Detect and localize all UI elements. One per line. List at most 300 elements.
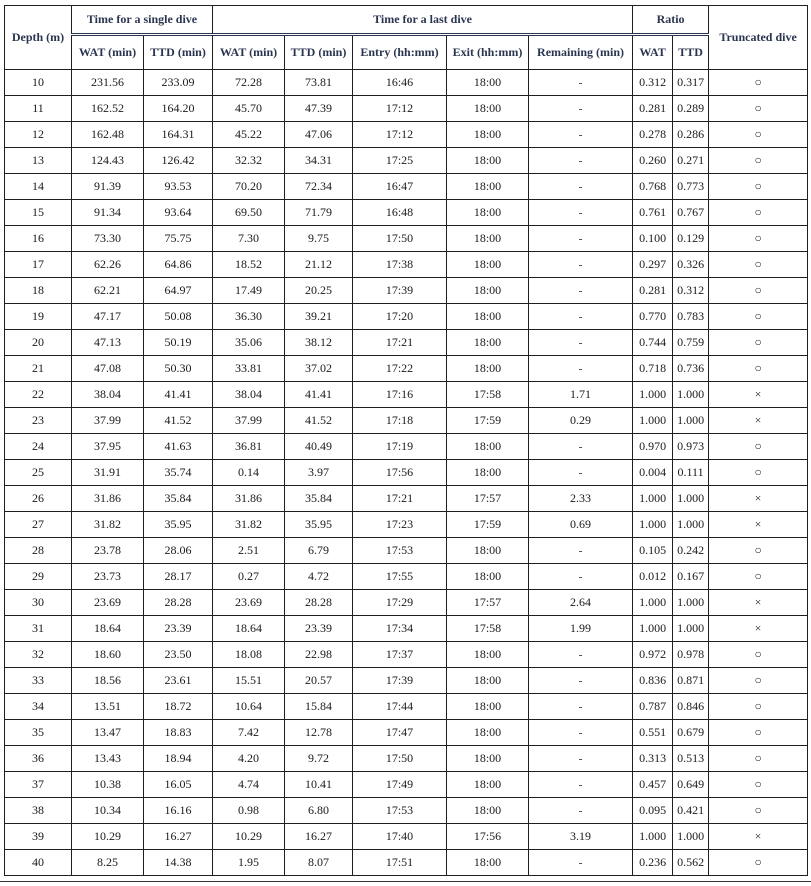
- cell-last-ttd: 3.97: [285, 460, 353, 486]
- cell-single-ttd: 93.64: [144, 200, 213, 226]
- cell-truncated: ○: [709, 148, 808, 174]
- table-row: [5, 850, 808, 876]
- cell-entry: 17:21: [353, 330, 447, 356]
- table-row: [5, 798, 808, 824]
- header-last-dive: Time for a last dive: [213, 6, 633, 35]
- cell-last-wat: 0.98: [213, 798, 285, 824]
- table-row: [5, 720, 808, 746]
- cell-exit: 18:00: [447, 798, 529, 824]
- cell-single-ttd: 126.42: [144, 148, 213, 174]
- cell-depth: 12: [5, 122, 72, 148]
- cell-truncated: ○: [709, 278, 808, 304]
- cell-depth: 29: [5, 564, 72, 590]
- cell-last-wat: 69.50: [213, 200, 285, 226]
- cell-ratio-wat: 0.836: [633, 668, 673, 694]
- cell-depth: 36: [5, 746, 72, 772]
- cell-depth: 17: [5, 252, 72, 278]
- cell-depth: 10: [5, 70, 72, 96]
- cell-single-wat: 8.25: [72, 850, 144, 876]
- cell-remaining: -: [529, 720, 633, 746]
- cell-last-ttd: 71.79: [285, 200, 353, 226]
- cell-depth: 37: [5, 772, 72, 798]
- cell-last-ttd: 35.95: [285, 512, 353, 538]
- cell-ratio-ttd: 1.000: [673, 486, 709, 512]
- cell-single-ttd: 233.09: [144, 70, 213, 96]
- cell-remaining: -: [529, 304, 633, 330]
- dive-time-table: [4, 5, 808, 876]
- cell-depth: 14: [5, 174, 72, 200]
- cell-single-wat: 23.78: [72, 538, 144, 564]
- cell-ratio-ttd: 0.242: [673, 538, 709, 564]
- cell-truncated: ○: [709, 460, 808, 486]
- cell-truncated: ×: [709, 590, 808, 616]
- cell-single-ttd: 28.28: [144, 590, 213, 616]
- cell-depth: 16: [5, 226, 72, 252]
- cell-single-wat: 91.34: [72, 200, 144, 226]
- cell-remaining: -: [529, 460, 633, 486]
- cell-single-wat: 124.43: [72, 148, 144, 174]
- cell-ratio-wat: 0.457: [633, 772, 673, 798]
- cell-ratio-wat: 0.281: [633, 278, 673, 304]
- cell-ratio-ttd: 1.000: [673, 824, 709, 850]
- cell-ratio-ttd: 0.286: [673, 122, 709, 148]
- cell-truncated: ×: [709, 382, 808, 408]
- cell-last-ttd: 9.72: [285, 746, 353, 772]
- cell-single-ttd: 23.61: [144, 668, 213, 694]
- cell-truncated: ×: [709, 408, 808, 434]
- table-row: [5, 642, 808, 668]
- cell-exit: 18:00: [447, 304, 529, 330]
- cell-single-wat: 18.64: [72, 616, 144, 642]
- cell-single-wat: 47.08: [72, 356, 144, 382]
- cell-ratio-wat: 0.236: [633, 850, 673, 876]
- cell-last-wat: 33.81: [213, 356, 285, 382]
- header-remaining: Remaining (min): [529, 35, 633, 70]
- cell-depth: 24: [5, 434, 72, 460]
- cell-single-ttd: 23.50: [144, 642, 213, 668]
- cell-ratio-ttd: 0.271: [673, 148, 709, 174]
- cell-last-wat: 45.22: [213, 122, 285, 148]
- cell-entry: 17:20: [353, 304, 447, 330]
- table-row: [5, 460, 808, 486]
- cell-remaining: -: [529, 278, 633, 304]
- cell-last-ttd: 6.79: [285, 538, 353, 564]
- cell-ratio-ttd: 0.736: [673, 356, 709, 382]
- cell-ratio-wat: 1.000: [633, 408, 673, 434]
- cell-last-ttd: 4.72: [285, 564, 353, 590]
- cell-ratio-ttd: 0.312: [673, 278, 709, 304]
- cell-ratio-ttd: 0.421: [673, 798, 709, 824]
- cell-ratio-ttd: 0.978: [673, 642, 709, 668]
- cell-ratio-wat: 0.313: [633, 746, 673, 772]
- cell-single-wat: 47.17: [72, 304, 144, 330]
- cell-ratio-ttd: 1.000: [673, 382, 709, 408]
- cell-ratio-ttd: 0.679: [673, 720, 709, 746]
- table-row: [5, 278, 808, 304]
- cell-last-ttd: 38.12: [285, 330, 353, 356]
- cell-ratio-wat: 1.000: [633, 486, 673, 512]
- cell-ratio-ttd: 0.649: [673, 772, 709, 798]
- header-last-ttd: TTD (min): [285, 35, 353, 70]
- cell-truncated: ○: [709, 746, 808, 772]
- cell-single-wat: 13.43: [72, 746, 144, 772]
- cell-exit: 18:00: [447, 330, 529, 356]
- cell-entry: 16:47: [353, 174, 447, 200]
- cell-ratio-wat: 0.105: [633, 538, 673, 564]
- cell-truncated: ○: [709, 122, 808, 148]
- cell-entry: 17:21: [353, 486, 447, 512]
- cell-depth: 20: [5, 330, 72, 356]
- cell-last-wat: 7.30: [213, 226, 285, 252]
- cell-ratio-wat: 0.281: [633, 96, 673, 122]
- cell-last-wat: 10.64: [213, 694, 285, 720]
- cell-depth: 11: [5, 96, 72, 122]
- cell-remaining: -: [529, 356, 633, 382]
- cell-last-ttd: 40.49: [285, 434, 353, 460]
- cell-exit: 18:00: [447, 200, 529, 226]
- cell-ratio-wat: 0.297: [633, 252, 673, 278]
- cell-single-ttd: 35.95: [144, 512, 213, 538]
- cell-ratio-ttd: 0.111: [673, 460, 709, 486]
- cell-entry: 17:29: [353, 590, 447, 616]
- cell-last-wat: 45.70: [213, 96, 285, 122]
- table-row: [5, 486, 808, 512]
- cell-entry: 17:18: [353, 408, 447, 434]
- cell-remaining: -: [529, 174, 633, 200]
- table-body: [5, 70, 808, 876]
- cell-exit: 17:58: [447, 382, 529, 408]
- cell-entry: 17:38: [353, 252, 447, 278]
- cell-single-wat: 91.39: [72, 174, 144, 200]
- table-row: [5, 512, 808, 538]
- cell-depth: 33: [5, 668, 72, 694]
- cell-single-ttd: 23.39: [144, 616, 213, 642]
- cell-last-ttd: 47.06: [285, 122, 353, 148]
- cell-last-ttd: 41.41: [285, 382, 353, 408]
- cell-single-ttd: 164.20: [144, 96, 213, 122]
- cell-ratio-ttd: 0.783: [673, 304, 709, 330]
- cell-ratio-wat: 1.000: [633, 616, 673, 642]
- cell-exit: 18:00: [447, 148, 529, 174]
- cell-remaining: -: [529, 798, 633, 824]
- cell-single-wat: 10.38: [72, 772, 144, 798]
- cell-ratio-wat: 1.000: [633, 382, 673, 408]
- cell-single-wat: 31.91: [72, 460, 144, 486]
- cell-entry: 17:53: [353, 798, 447, 824]
- cell-remaining: 3.19: [529, 824, 633, 850]
- cell-remaining: -: [529, 668, 633, 694]
- cell-last-ttd: 10.41: [285, 772, 353, 798]
- cell-single-ttd: 16.27: [144, 824, 213, 850]
- cell-ratio-ttd: 0.562: [673, 850, 709, 876]
- table-wrapper: [4, 5, 807, 876]
- cell-remaining: -: [529, 122, 633, 148]
- table-row: [5, 174, 808, 200]
- cell-entry: 17:39: [353, 668, 447, 694]
- cell-single-ttd: 41.63: [144, 434, 213, 460]
- cell-exit: 18:00: [447, 122, 529, 148]
- cell-remaining: -: [529, 564, 633, 590]
- cell-exit: 18:00: [447, 96, 529, 122]
- cell-entry: 17:53: [353, 538, 447, 564]
- cell-single-wat: 62.26: [72, 252, 144, 278]
- cell-depth: 18: [5, 278, 72, 304]
- cell-last-wat: 17.49: [213, 278, 285, 304]
- cell-entry: 17:23: [353, 512, 447, 538]
- cell-single-ttd: 41.41: [144, 382, 213, 408]
- cell-depth: 23: [5, 408, 72, 434]
- cell-last-wat: 2.51: [213, 538, 285, 564]
- cell-truncated: ○: [709, 174, 808, 200]
- cell-entry: 17:37: [353, 642, 447, 668]
- cell-exit: 17:56: [447, 824, 529, 850]
- table-row: [5, 96, 808, 122]
- cell-last-wat: 18.08: [213, 642, 285, 668]
- cell-ratio-wat: 0.278: [633, 122, 673, 148]
- cell-single-ttd: 35.74: [144, 460, 213, 486]
- cell-ratio-ttd: 0.871: [673, 668, 709, 694]
- cell-single-wat: 162.48: [72, 122, 144, 148]
- cell-truncated: ○: [709, 252, 808, 278]
- cell-remaining: -: [529, 226, 633, 252]
- cell-last-ttd: 73.81: [285, 70, 353, 96]
- cell-single-ttd: 93.53: [144, 174, 213, 200]
- cell-last-ttd: 6.80: [285, 798, 353, 824]
- cell-last-wat: 32.32: [213, 148, 285, 174]
- cell-last-ttd: 20.25: [285, 278, 353, 304]
- cell-exit: 18:00: [447, 668, 529, 694]
- cell-single-wat: 37.99: [72, 408, 144, 434]
- header-single-dive: Time for a single dive: [72, 6, 213, 35]
- cell-single-wat: 38.04: [72, 382, 144, 408]
- cell-entry: 17:49: [353, 772, 447, 798]
- cell-ratio-wat: 0.095: [633, 798, 673, 824]
- table-row: [5, 70, 808, 96]
- cell-exit: 18:00: [447, 434, 529, 460]
- cell-exit: 18:00: [447, 772, 529, 798]
- cell-single-wat: 13.51: [72, 694, 144, 720]
- cell-ratio-ttd: 0.773: [673, 174, 709, 200]
- header-last-wat: WAT (min): [213, 35, 285, 70]
- header-ratio: Ratio: [633, 6, 709, 35]
- cell-entry: 17:51: [353, 850, 447, 876]
- cell-ratio-wat: 0.972: [633, 642, 673, 668]
- cell-last-ttd: 20.57: [285, 668, 353, 694]
- cell-ratio-wat: 0.970: [633, 434, 673, 460]
- cell-entry: 17:19: [353, 434, 447, 460]
- cell-entry: 16:48: [353, 200, 447, 226]
- cell-last-ttd: 21.12: [285, 252, 353, 278]
- cell-last-wat: 31.86: [213, 486, 285, 512]
- cell-remaining: 0.69: [529, 512, 633, 538]
- cell-remaining: -: [529, 200, 633, 226]
- cell-depth: 25: [5, 460, 72, 486]
- table-row: [5, 824, 808, 850]
- cell-depth: 39: [5, 824, 72, 850]
- table-row: [5, 564, 808, 590]
- cell-last-wat: 36.81: [213, 434, 285, 460]
- cell-ratio-wat: 1.000: [633, 590, 673, 616]
- cell-single-ttd: 28.06: [144, 538, 213, 564]
- cell-entry: 17:22: [353, 356, 447, 382]
- cell-ratio-wat: 0.770: [633, 304, 673, 330]
- cell-depth: 13: [5, 148, 72, 174]
- cell-last-ttd: 22.98: [285, 642, 353, 668]
- cell-depth: 27: [5, 512, 72, 538]
- cell-remaining: 1.99: [529, 616, 633, 642]
- cell-last-ttd: 28.28: [285, 590, 353, 616]
- cell-depth: 26: [5, 486, 72, 512]
- cell-entry: 17:47: [353, 720, 447, 746]
- table-row: [5, 304, 808, 330]
- cell-single-wat: 23.73: [72, 564, 144, 590]
- cell-single-ttd: 16.16: [144, 798, 213, 824]
- cell-ratio-wat: 1.000: [633, 824, 673, 850]
- cell-single-ttd: 14.38: [144, 850, 213, 876]
- footer-divider: [0, 881, 811, 882]
- cell-last-wat: 0.14: [213, 460, 285, 486]
- cell-ratio-wat: 0.260: [633, 148, 673, 174]
- cell-truncated: ×: [709, 486, 808, 512]
- cell-single-wat: 31.82: [72, 512, 144, 538]
- cell-last-wat: 31.82: [213, 512, 285, 538]
- cell-single-wat: 10.29: [72, 824, 144, 850]
- cell-ratio-wat: 0.004: [633, 460, 673, 486]
- cell-entry: 17:34: [353, 616, 447, 642]
- table-row: [5, 772, 808, 798]
- table-row: [5, 200, 808, 226]
- cell-depth: 28: [5, 538, 72, 564]
- cell-last-wat: 72.28: [213, 70, 285, 96]
- cell-remaining: 2.33: [529, 486, 633, 512]
- cell-exit: 18:00: [447, 642, 529, 668]
- cell-last-ttd: 41.52: [285, 408, 353, 434]
- cell-last-ttd: 47.39: [285, 96, 353, 122]
- cell-single-wat: 18.56: [72, 668, 144, 694]
- table-row: [5, 148, 808, 174]
- table-row: [5, 538, 808, 564]
- cell-ratio-ttd: 1.000: [673, 512, 709, 538]
- cell-last-wat: 23.69: [213, 590, 285, 616]
- table-row: [5, 746, 808, 772]
- cell-single-ttd: 18.83: [144, 720, 213, 746]
- cell-single-wat: 31.86: [72, 486, 144, 512]
- cell-single-wat: 47.13: [72, 330, 144, 356]
- header-ratio-wat: WAT: [633, 35, 673, 70]
- cell-single-ttd: 75.75: [144, 226, 213, 252]
- cell-truncated: ○: [709, 226, 808, 252]
- cell-entry: 17:12: [353, 122, 447, 148]
- cell-truncated: ○: [709, 330, 808, 356]
- cell-truncated: ○: [709, 356, 808, 382]
- cell-truncated: ○: [709, 70, 808, 96]
- cell-ratio-wat: 0.551: [633, 720, 673, 746]
- cell-remaining: -: [529, 850, 633, 876]
- cell-ratio-ttd: 1.000: [673, 616, 709, 642]
- cell-entry: 17:40: [353, 824, 447, 850]
- cell-truncated: ○: [709, 642, 808, 668]
- cell-truncated: ○: [709, 538, 808, 564]
- cell-depth: 30: [5, 590, 72, 616]
- cell-depth: 22: [5, 382, 72, 408]
- cell-ratio-ttd: 0.317: [673, 70, 709, 96]
- cell-ratio-wat: 0.761: [633, 200, 673, 226]
- cell-ratio-ttd: 0.326: [673, 252, 709, 278]
- cell-ratio-wat: 0.312: [633, 70, 673, 96]
- cell-exit: 18:00: [447, 746, 529, 772]
- cell-remaining: -: [529, 148, 633, 174]
- cell-ratio-ttd: 0.973: [673, 434, 709, 460]
- cell-truncated: ○: [709, 96, 808, 122]
- cell-last-ttd: 39.21: [285, 304, 353, 330]
- cell-entry: 16:46: [353, 70, 447, 96]
- cell-truncated: ×: [709, 616, 808, 642]
- cell-remaining: -: [529, 694, 633, 720]
- cell-ratio-ttd: 0.129: [673, 226, 709, 252]
- cell-last-wat: 38.04: [213, 382, 285, 408]
- cell-exit: 18:00: [447, 564, 529, 590]
- cell-exit: 18:00: [447, 460, 529, 486]
- cell-remaining: -: [529, 746, 633, 772]
- cell-depth: 40: [5, 850, 72, 876]
- header-single-ttd: TTD (min): [144, 35, 213, 70]
- table-row: [5, 356, 808, 382]
- cell-ratio-wat: 0.100: [633, 226, 673, 252]
- cell-remaining: -: [529, 772, 633, 798]
- cell-entry: 17:55: [353, 564, 447, 590]
- cell-last-wat: 70.20: [213, 174, 285, 200]
- cell-single-wat: 162.52: [72, 96, 144, 122]
- cell-depth: 21: [5, 356, 72, 382]
- cell-last-wat: 0.27: [213, 564, 285, 590]
- table-row: [5, 252, 808, 278]
- table-row: [5, 434, 808, 460]
- cell-exit: 17:59: [447, 408, 529, 434]
- cell-remaining: -: [529, 252, 633, 278]
- cell-last-ttd: 9.75: [285, 226, 353, 252]
- cell-ratio-wat: 0.768: [633, 174, 673, 200]
- cell-ratio-wat: 0.744: [633, 330, 673, 356]
- cell-single-ttd: 35.84: [144, 486, 213, 512]
- header-exit: Exit (hh:mm): [447, 35, 529, 70]
- cell-truncated: ×: [709, 824, 808, 850]
- cell-exit: 18:00: [447, 278, 529, 304]
- cell-exit: 17:57: [447, 486, 529, 512]
- cell-ratio-wat: 0.012: [633, 564, 673, 590]
- cell-exit: 17:58: [447, 616, 529, 642]
- cell-entry: 17:39: [353, 278, 447, 304]
- cell-last-wat: 18.64: [213, 616, 285, 642]
- cell-remaining: -: [529, 330, 633, 356]
- cell-last-ttd: 15.84: [285, 694, 353, 720]
- cell-remaining: -: [529, 434, 633, 460]
- cell-ratio-wat: 1.000: [633, 512, 673, 538]
- cell-exit: 18:00: [447, 850, 529, 876]
- cell-exit: 18:00: [447, 694, 529, 720]
- cell-ratio-ttd: 0.513: [673, 746, 709, 772]
- cell-ratio-ttd: 0.759: [673, 330, 709, 356]
- cell-exit: 18:00: [447, 70, 529, 96]
- header-single-wat: WAT (min): [72, 35, 144, 70]
- header-ratio-ttd: TTD: [673, 35, 709, 70]
- cell-ratio-ttd: 1.000: [673, 590, 709, 616]
- cell-remaining: -: [529, 538, 633, 564]
- header-depth: Depth (m): [5, 6, 72, 70]
- cell-depth: 38: [5, 798, 72, 824]
- cell-remaining: 1.71: [529, 382, 633, 408]
- cell-last-ttd: 8.07: [285, 850, 353, 876]
- cell-last-ttd: 16.27: [285, 824, 353, 850]
